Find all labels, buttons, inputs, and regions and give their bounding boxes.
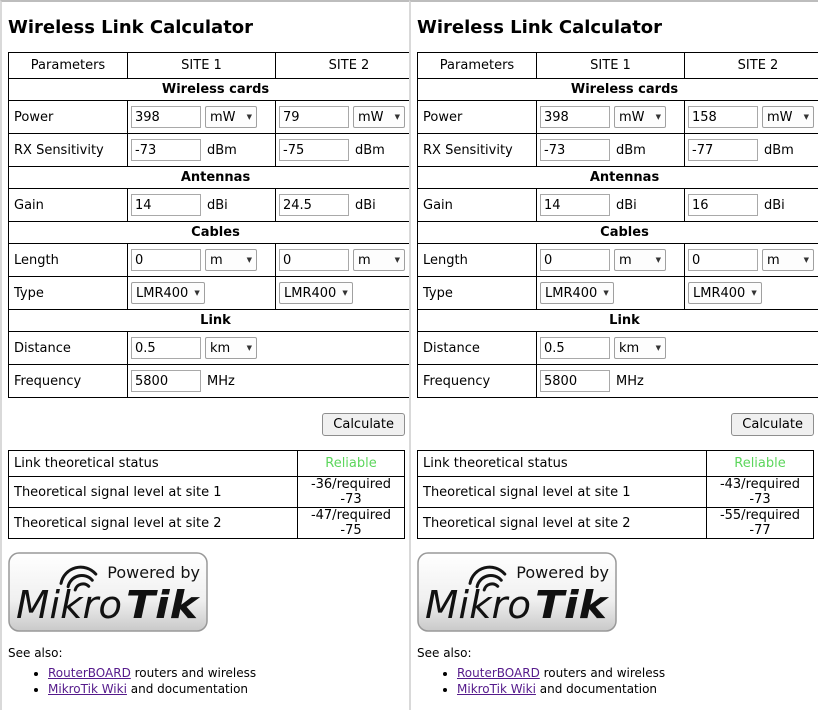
frequency-unit: MHz <box>616 374 644 389</box>
selected-unit: m <box>767 253 780 268</box>
gain-site1-input[interactable] <box>131 194 201 216</box>
power-site1-input[interactable] <box>540 106 610 128</box>
routerboard-link[interactable]: RouterBOARD <box>457 666 540 680</box>
chevron-down-icon: ▼ <box>342 289 347 297</box>
list-item <box>457 682 814 696</box>
page-title: Wireless Link Calculator <box>417 17 814 38</box>
brand-tik-text: Tik <box>126 583 201 627</box>
gain-row <box>418 189 818 222</box>
rx-sensitivity-row <box>9 134 423 167</box>
rx-site2-cell <box>276 134 423 167</box>
section-antennas: Antennas <box>9 167 423 189</box>
frequency-input[interactable] <box>131 370 201 392</box>
section-cables: Cables <box>9 222 423 244</box>
calculator-table <box>417 52 818 398</box>
link-suffix-text: routers and wireless <box>131 666 256 680</box>
table-header-row <box>9 53 423 79</box>
selected-cable-type: LMR400 <box>545 286 597 301</box>
link-suffix-text: routers and wireless <box>540 666 665 680</box>
selected-unit: mW <box>210 110 236 125</box>
chevron-down-icon: ▼ <box>247 113 252 121</box>
rx-site2-input[interactable] <box>688 139 758 161</box>
section-row <box>418 167 818 189</box>
chevron-down-icon: ▼ <box>603 289 608 297</box>
cable-type-site2-select[interactable] <box>688 282 762 304</box>
page-title: Wireless Link Calculator <box>8 17 405 38</box>
powered-by-text: Powered by <box>107 563 200 582</box>
table-header-row <box>418 53 818 79</box>
results-table <box>417 450 814 539</box>
chevron-down-icon: ▼ <box>656 113 661 121</box>
list-item <box>48 682 405 696</box>
rx-site1-unit: dBm <box>616 143 646 158</box>
type-row <box>418 277 818 310</box>
power-site1-cell <box>537 101 685 134</box>
button-row <box>417 413 814 436</box>
col-header-site2: SITE 2 <box>685 53 818 79</box>
cable-type-site1-select[interactable] <box>540 282 614 304</box>
distance-row <box>9 332 423 365</box>
type-row <box>9 277 423 310</box>
chevron-down-icon: ▼ <box>395 256 400 264</box>
chevron-down-icon: ▼ <box>656 344 661 352</box>
brand-mikro-text: Mikro <box>425 583 531 627</box>
selected-unit: m <box>210 253 223 268</box>
length-site2-unit-select[interactable] <box>762 249 814 271</box>
brand-mikro-text: Mikro <box>16 583 122 627</box>
selected-unit: m <box>619 253 632 268</box>
link-suffix-text: and documentation <box>536 682 657 696</box>
chevron-down-icon: ▼ <box>194 289 199 297</box>
see-also-list <box>8 666 405 696</box>
frequency-label: Frequency <box>9 365 128 398</box>
section-row <box>9 310 423 332</box>
list-item <box>48 666 405 680</box>
status-row <box>9 451 405 477</box>
signal-site1-row <box>9 477 405 508</box>
type-site1-cell <box>537 277 685 310</box>
rx-sensitivity-label: RX Sensitivity <box>9 134 128 167</box>
frequency-input[interactable] <box>540 370 610 392</box>
distance-unit-select[interactable] <box>205 337 257 359</box>
powered-by-text: Powered by <box>516 563 609 582</box>
type-site1-cell <box>128 277 276 310</box>
length-label: Length <box>418 244 537 277</box>
length-site1-cell <box>537 244 685 277</box>
length-row <box>418 244 818 277</box>
selected-unit: km <box>210 341 230 356</box>
col-header-site1: SITE 1 <box>128 53 276 79</box>
gain-site2-cell <box>276 189 423 222</box>
status-value: Reliable <box>298 451 405 477</box>
section-row <box>9 167 423 189</box>
distance-cell <box>537 332 818 365</box>
power-label: Power <box>9 101 128 134</box>
gain-row <box>9 189 423 222</box>
gain-site1-unit: dBi <box>207 198 228 213</box>
gain-site2-input[interactable] <box>688 194 758 216</box>
length-site1-input[interactable] <box>540 249 610 271</box>
status-label: Link theoretical status <box>9 451 298 477</box>
rx-site1-cell <box>537 134 685 167</box>
section-link: Link <box>9 310 423 332</box>
cable-type-site2-select[interactable] <box>279 282 353 304</box>
signal-site2-row <box>9 508 405 539</box>
frequency-unit: MHz <box>207 374 235 389</box>
gain-site2-cell <box>685 189 818 222</box>
gain-site1-input[interactable] <box>540 194 610 216</box>
length-site2-input[interactable] <box>279 249 349 271</box>
gain-site1-unit: dBi <box>616 198 637 213</box>
power-row <box>418 101 818 134</box>
power-site1-input[interactable] <box>131 106 201 128</box>
length-site1-unit-select[interactable] <box>205 249 257 271</box>
rx-site1-input[interactable] <box>131 139 201 161</box>
type-label: Type <box>418 277 537 310</box>
selected-cable-type: LMR400 <box>284 286 336 301</box>
rx-site2-input[interactable] <box>279 139 349 161</box>
signal-site2-value: -47/required -75 <box>298 508 405 539</box>
signal-site2-row <box>418 508 814 539</box>
mikrotik-wiki-link[interactable]: MikroTik Wiki <box>457 682 536 696</box>
length-site2-unit-select[interactable] <box>353 249 405 271</box>
chevron-down-icon: ▼ <box>395 113 400 121</box>
power-site2-cell <box>685 101 818 134</box>
rx-sensitivity-row <box>418 134 818 167</box>
section-wireless-cards: Wireless cards <box>9 79 423 101</box>
status-row <box>418 451 814 477</box>
signal-site2-label: Theoretical signal level at site 2 <box>418 508 707 539</box>
power-site2-input[interactable] <box>688 106 758 128</box>
distance-row <box>418 332 818 365</box>
col-header-parameters: Parameters <box>418 53 537 79</box>
power-site1-unit-select[interactable] <box>614 106 666 128</box>
length-row <box>9 244 423 277</box>
gain-site2-unit: dBi <box>764 198 785 213</box>
rx-site1-unit: dBm <box>207 143 237 158</box>
col-header-site1: SITE 1 <box>537 53 685 79</box>
frequency-label: Frequency <box>418 365 537 398</box>
rx-site2-unit: dBm <box>355 143 385 158</box>
length-site1-cell <box>128 244 276 277</box>
section-link: Link <box>418 310 818 332</box>
gain-label: Gain <box>9 189 128 222</box>
distance-unit-select[interactable] <box>614 337 666 359</box>
rx-site1-cell <box>128 134 276 167</box>
length-site1-unit-select[interactable] <box>614 249 666 271</box>
selected-cable-type: LMR400 <box>136 286 188 301</box>
mikrotik-logo <box>8 552 208 632</box>
section-row <box>418 310 818 332</box>
chevron-down-icon: ▼ <box>247 256 252 264</box>
selected-cable-type: LMR400 <box>693 286 745 301</box>
brand-tik-text: Tik <box>535 583 610 627</box>
signal-site1-label: Theoretical signal level at site 1 <box>9 477 298 508</box>
selected-unit: mW <box>358 110 384 125</box>
signal-site1-row <box>418 477 814 508</box>
frequency-cell <box>128 365 423 398</box>
power-site1-unit-select[interactable] <box>205 106 257 128</box>
section-row <box>9 222 423 244</box>
gain-site1-cell <box>537 189 685 222</box>
selected-unit: m <box>358 253 371 268</box>
chevron-down-icon: ▼ <box>804 113 809 121</box>
calculator-panel-right <box>409 0 818 710</box>
mikrotik-logo <box>417 552 617 632</box>
rx-site1-input[interactable] <box>540 139 610 161</box>
rx-sensitivity-label: RX Sensitivity <box>418 134 537 167</box>
power-site2-input[interactable] <box>279 106 349 128</box>
length-site2-cell <box>685 244 818 277</box>
signal-site1-value: -36/required -73 <box>298 477 405 508</box>
section-row <box>418 79 818 101</box>
chevron-down-icon: ▼ <box>804 256 809 264</box>
length-site1-input[interactable] <box>131 249 201 271</box>
section-cables: Cables <box>418 222 818 244</box>
power-row <box>9 101 423 134</box>
distance-cell <box>128 332 423 365</box>
cable-type-site1-select[interactable] <box>131 282 205 304</box>
chevron-down-icon: ▼ <box>247 344 252 352</box>
status-label: Link theoretical status <box>418 451 707 477</box>
type-site2-cell <box>276 277 423 310</box>
chevron-down-icon: ▼ <box>751 289 756 297</box>
length-site2-cell <box>276 244 423 277</box>
signal-site1-value: -43/required -73 <box>707 477 814 508</box>
calculator-table <box>8 52 423 398</box>
power-site2-unit-select[interactable] <box>353 106 405 128</box>
distance-input[interactable] <box>540 337 610 359</box>
signal-site2-label: Theoretical signal level at site 2 <box>9 508 298 539</box>
section-row <box>9 79 423 101</box>
selected-unit: km <box>619 341 639 356</box>
power-site2-cell <box>276 101 423 134</box>
see-also-list <box>417 666 814 696</box>
routerboard-link[interactable]: RouterBOARD <box>48 666 131 680</box>
power-site2-unit-select[interactable] <box>762 106 814 128</box>
results-table <box>8 450 405 539</box>
see-also-heading: See also: <box>8 646 405 660</box>
button-row <box>8 413 405 436</box>
calculate-button[interactable]: Calculate <box>322 413 405 436</box>
gain-site2-unit: dBi <box>355 198 376 213</box>
power-site1-cell <box>128 101 276 134</box>
distance-label: Distance <box>418 332 537 365</box>
frequency-cell <box>537 365 818 398</box>
signal-site2-value: -55/required -77 <box>707 508 814 539</box>
rx-site2-cell <box>685 134 818 167</box>
gain-site2-input[interactable] <box>279 194 349 216</box>
calculate-button[interactable]: Calculate <box>731 413 814 436</box>
section-wireless-cards: Wireless cards <box>418 79 818 101</box>
list-item <box>457 666 814 680</box>
chevron-down-icon: ▼ <box>656 256 661 264</box>
selected-unit: mW <box>767 110 793 125</box>
gain-site1-cell <box>128 189 276 222</box>
rx-site2-unit: dBm <box>764 143 794 158</box>
length-site2-input[interactable] <box>688 249 758 271</box>
mikrotik-wiki-link[interactable]: MikroTik Wiki <box>48 682 127 696</box>
distance-input[interactable] <box>131 337 201 359</box>
section-row <box>418 222 818 244</box>
type-site2-cell <box>685 277 818 310</box>
col-header-parameters: Parameters <box>9 53 128 79</box>
length-label: Length <box>9 244 128 277</box>
link-suffix-text: and documentation <box>127 682 248 696</box>
type-label: Type <box>9 277 128 310</box>
selected-unit: mW <box>619 110 645 125</box>
gain-label: Gain <box>418 189 537 222</box>
see-also-heading: See also: <box>417 646 814 660</box>
distance-label: Distance <box>9 332 128 365</box>
frequency-row <box>9 365 423 398</box>
frequency-row <box>418 365 818 398</box>
signal-site1-label: Theoretical signal level at site 1 <box>418 477 707 508</box>
status-value: Reliable <box>707 451 814 477</box>
power-label: Power <box>418 101 537 134</box>
col-header-site2: SITE 2 <box>276 53 423 79</box>
section-antennas: Antennas <box>418 167 818 189</box>
